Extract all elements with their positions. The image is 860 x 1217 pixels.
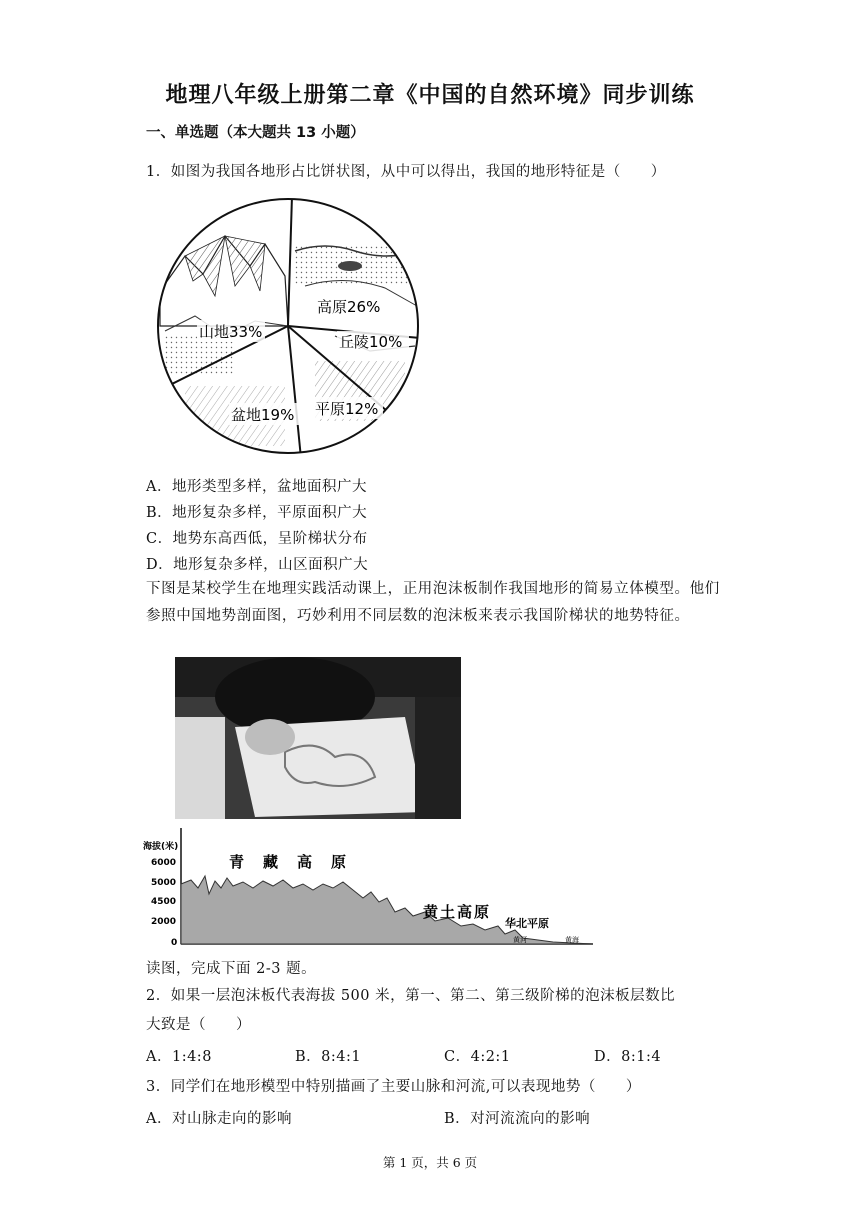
q1-option-d: D．地形复杂多样，山区面积广大: [146, 557, 369, 573]
slice-label-plain: 平原12%: [315, 400, 379, 418]
question-2-stem-line2: 大致是（ ）: [146, 1017, 251, 1033]
q2-option-a: A．1:4:8: [146, 1049, 212, 1065]
passage-text: 下图是某校学生在地理实践活动课上，正用泡沫板制作我国地形的简易立体模型。他们参照中国地势剖面图，巧妙利用不同层数的泡沫板来表示我国阶梯状的地势特征。: [146, 581, 720, 624]
label-yellow-sea: 黄海: [565, 936, 579, 944]
question-3-stem: 3．同学们在地形模型中特别描画了主要山脉和河流,可以表现地势（ ）: [146, 1079, 641, 1095]
q2-option-c: C．4:2:1: [444, 1049, 511, 1065]
profile-y-label: 海拔(米): [143, 842, 179, 852]
q2-option-b: B．8:4:1: [295, 1049, 362, 1065]
page-title: 地理八年级上册第二章《中国的自然环境》同步训练: [165, 83, 695, 108]
photo-students-modeling: [175, 657, 461, 819]
profile-ytick-4500: 4500: [151, 897, 177, 907]
question-2-stem-line1: 2．如果一层泡沫板代表海拔 500 米，第一、第二、第三级阶梯的泡沫板层数比: [146, 988, 676, 1004]
profile-ytick-5000: 5000: [151, 878, 177, 888]
terrain-pie-chart: [155, 196, 425, 458]
region-loess-plateau: 黄土高原: [423, 903, 492, 921]
q1-option-c: C．地势东高西低，呈阶梯状分布: [146, 531, 368, 547]
profile-ytick-0: 0: [171, 938, 178, 948]
q3-option-a: A．对山脉走向的影响: [146, 1111, 292, 1127]
terrain-profile: [143, 826, 593, 950]
q2-option-d: D．8:1:4: [594, 1049, 662, 1065]
read-note: 读图，完成下面 2-3 题。: [146, 961, 317, 977]
profile-area: [181, 876, 593, 944]
q1-option-a: A．地形类型多样，盆地面积广大: [146, 479, 367, 495]
section-heading: 一、单选题（本大题共 13 小题）: [146, 125, 365, 141]
slice-label-hills: 丘陵10%: [339, 333, 403, 351]
slice-label-basin: 盆地19%: [231, 406, 295, 424]
question-1-stem: 1．如图为我国各地形占比饼状图，从中可以得出，我国的地形特征是（ ）: [146, 164, 666, 180]
slice-label-plateau: 高原26%: [317, 298, 381, 316]
region-qinghai-tibet-plateau: 青 藏 高 原: [229, 853, 349, 871]
profile-ytick-2000: 2000: [151, 917, 177, 927]
region-north-china-plain: 华北平原: [505, 917, 549, 930]
q3-option-b: B．对河流流向的影响: [444, 1111, 591, 1127]
slice-label-mountain: 山地33%: [199, 323, 263, 341]
page-footer: 第 1 页，共 6 页: [382, 1155, 478, 1170]
profile-ytick-6000: 6000: [151, 858, 177, 868]
q1-option-b: B．地形复杂多样，平原面积广大: [146, 505, 368, 521]
label-yellow-river: 黄河: [513, 936, 527, 944]
